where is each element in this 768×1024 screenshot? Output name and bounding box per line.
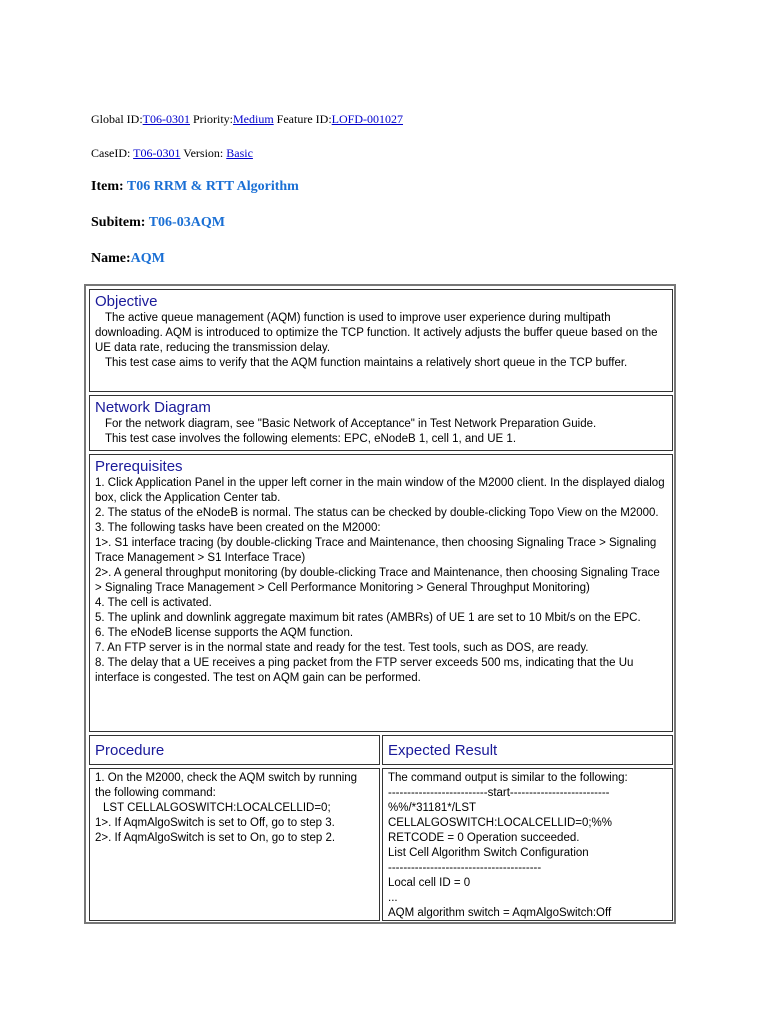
expected-result-title: Expected Result — [388, 742, 498, 759]
name-value: AQM — [130, 251, 165, 266]
prerequisite-line: 4. The cell is activated. — [95, 597, 212, 609]
subitem-label: Subitem: — [91, 215, 146, 230]
expected-line: %%/*31181*/LST CELLALGOSWITCH:LOCALCELLID=0;%% — [388, 802, 613, 829]
subitem-heading — [91, 215, 225, 231]
name-label: Name: — [91, 251, 131, 266]
prerequisite-line: 1>. S1 interface tracing (by double-clicking Trace and Maintenance, then choosing Signaling Trace > Signaling Trace Management > S1 Interface Trace) — [95, 537, 657, 564]
procedure-body-cell — [89, 768, 380, 921]
prerequisite-line: 5. The uplink and downlink aggregate maximum bit rates (AMBRs) of UE 1 are set to 10 Mbit/s on the EPC. — [95, 612, 641, 624]
item-heading — [91, 179, 299, 195]
expected-line: ... — [388, 892, 398, 904]
expected-line: ---------------------------------------- — [388, 862, 542, 874]
network-diagram-cell — [89, 395, 673, 451]
global-id-link[interactable]: T06-0301 — [142, 112, 190, 126]
prerequisites-cell — [89, 454, 673, 732]
global-id-label: Global ID: — [91, 112, 143, 126]
objective-cell — [89, 289, 673, 392]
expected-line: List Cell Algorithm Switch Configuration — [388, 847, 589, 859]
prerequisite-line: 6. The eNodeB license supports the AQM function. — [95, 627, 354, 639]
expected-line: Local cell ID = 0 — [388, 877, 471, 889]
expected-line: AQM algorithm switch = AqmAlgoSwitch:Off — [388, 907, 612, 919]
network-diagram-line: This test case involves the following elements: EPC, eNodeB 1, cell 1, and UE 1. — [105, 433, 517, 445]
priority-label: Priority: — [192, 112, 233, 126]
priority-link[interactable]: Medium — [233, 112, 274, 126]
prerequisite-line: 2. The status of the eNodeB is normal. The status can be checked by double-clicking Topo View on the M2000. — [95, 507, 659, 519]
name-heading — [91, 251, 165, 267]
network-diagram-line: For the network diagram, see "Basic Network of Acceptance" in Test Network Preparation Guide. — [105, 418, 597, 430]
meta-line-ids — [91, 112, 403, 127]
prerequisite-line: 8. The delay that a UE receives a ping packet from the FTP server exceeds 500 ms, indicating that the Uu interface is congested. The test on AQM gain can be performed. — [95, 657, 634, 684]
prerequisite-line: 1. Click Application Panel in the upper left corner in the main window of the M2000 client. In the displayed dialog box, click the Application Center tab. — [95, 477, 665, 504]
prerequisite-line: 7. An FTP server is in the normal state and ready for the test. Test tools, such as DOS, are ready. — [95, 642, 589, 654]
network-diagram-title: Network Diagram — [95, 399, 211, 416]
procedure-line: 1. On the M2000, check the AQM switch by running the following command: — [95, 772, 358, 799]
case-id-label: CaseID: — [91, 146, 131, 160]
subitem-value: T06-03AQM — [148, 215, 225, 230]
procedure-header-cell — [89, 735, 380, 765]
procedure-line: 2>. If AqmAlgoSwitch is set to On, go to step 2. — [95, 832, 336, 844]
feature-id-link[interactable]: LOFD-001027 — [331, 112, 403, 126]
item-value: T06 RRM & RTT Algorithm — [126, 179, 299, 194]
prerequisites-title: Prerequisites — [95, 458, 183, 475]
procedure-title: Procedure — [95, 742, 165, 759]
meta-line-case — [91, 146, 253, 161]
item-label: Item: — [91, 179, 124, 194]
expected-line: --------------------------start-------------------------- — [388, 787, 610, 799]
procedure-command: LST CELLALGOSWITCH:LOCALCELLID=0; — [103, 802, 331, 814]
prerequisite-line: 3. The following tasks have been created on the M2000: — [95, 522, 381, 534]
objective-title: Objective — [95, 293, 158, 310]
version-link[interactable]: Basic — [226, 146, 253, 160]
prerequisite-line: 2>. A general throughput monitoring (by double-clicking Trace and Maintenance, then choosing Signaling Trace > Signaling Trace Management > Cell Performance Monitoring > General Throughput Monitoring) — [95, 567, 660, 594]
expected-line: RETCODE = 0 Operation succeeded. — [388, 832, 580, 844]
objective-line: This test case aims to verify that the AQM function maintains a relatively short queue in the TCP buffer. — [105, 357, 628, 369]
test-case-table — [84, 284, 676, 924]
expected-result-header-cell — [382, 735, 673, 765]
objective-line: The active queue management (AQM) function is used to improve user experience during multipath downloading. AQM is introduced to optimize the TCP function. It actively adjusts the buffer queue based on the UE data rate, reducing the transmission delay. — [95, 312, 658, 354]
expected-result-body-cell — [382, 768, 673, 921]
feature-id-label: Feature ID: — [276, 112, 332, 126]
expected-line: The command output is similar to the following: — [388, 772, 628, 784]
version-label: Version: — [183, 146, 224, 160]
procedure-line: 1>. If AqmAlgoSwitch is set to Off, go to step 3. — [95, 817, 335, 829]
case-id-link[interactable]: T06-0301 — [133, 146, 181, 160]
